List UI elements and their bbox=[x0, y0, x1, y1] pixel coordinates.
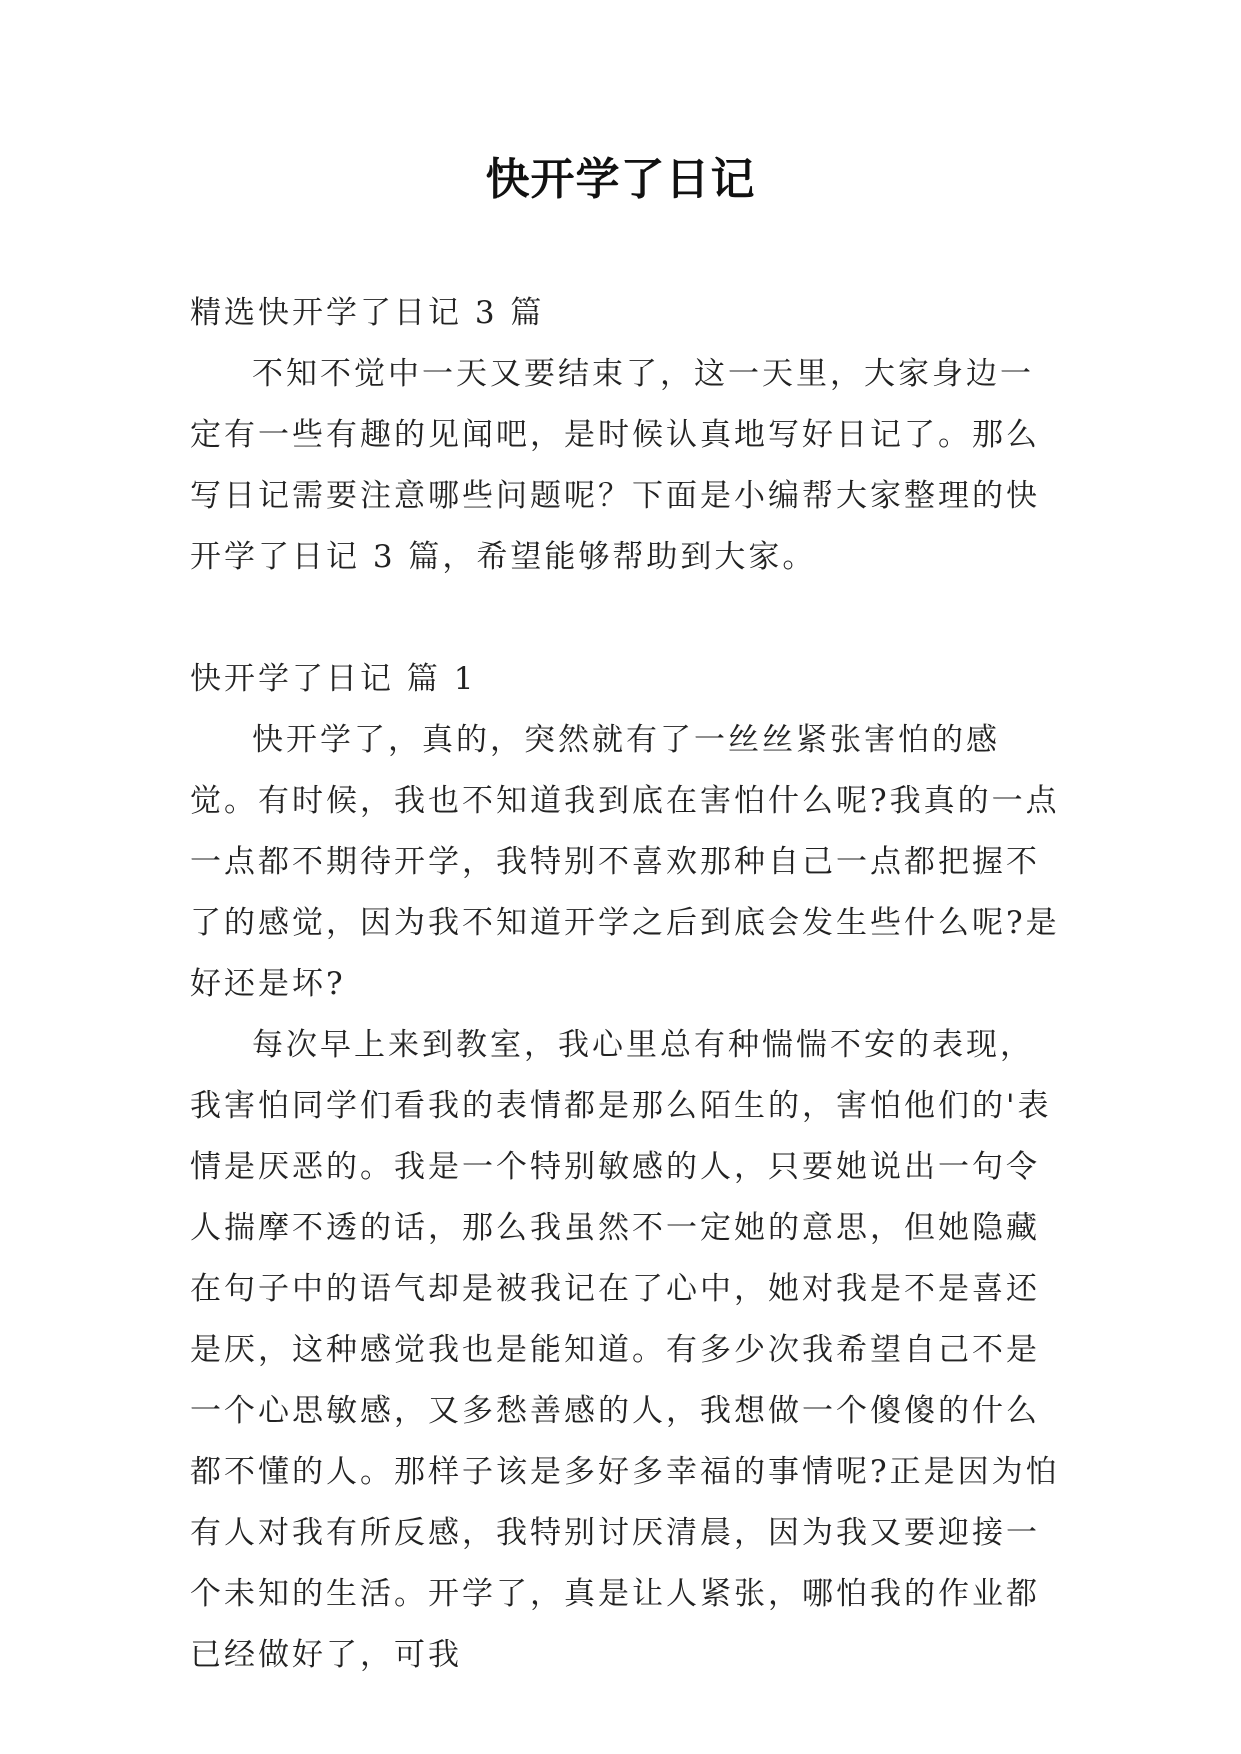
intro-paragraph: 不知不觉中一天又要结束了，这一天里，大家身边一定有一些有趣的见闻吧，是时候认真地写好日记了。那么写日记需要注意哪些问题呢？下面是小编帮大家整理的快开学了日记 3 篇，希望能够帮助到大家。 bbox=[190, 356, 1040, 575]
body-paragraph: 每次早上来到教室，我心里总有种惴惴不安的表现，我害怕同学们看我的表情都是那么陌生的，害怕他们的'表情是厌恶的。我是一个特别敏感的人，只要她说出一句令人揣摩不透的话，那么我虽然不一定她的意思，但她隐藏在句子中的语气却是被我记在了心中，她对我是不是喜还是厌，这种感觉我也是能知道。有多少次我希望自己不是一个心思敏感，又多愁善感的人，我想做一个傻傻的什么都不懂的人。那样子该是多好多幸福的事情呢?正是因为怕有人对我有所反感，我特别讨厌清晨，因为我又要迎接一个未知的生活。开学了，真是让人紧张，哪怕我的作业都已经做好了，可我 bbox=[190, 1027, 1060, 1673]
section-heading: 快开学了日记 篇 1 bbox=[190, 661, 477, 697]
document-subtitle: 精选快开学了日记 3 篇 bbox=[190, 295, 545, 331]
document-body bbox=[190, 283, 1060, 1686]
document-title: 快开学了日记 bbox=[485, 154, 756, 205]
body-paragraph: 快开学了，真的，突然就有了一丝丝紧张害怕的感觉。有时候，我也不知道我到底在害怕什么呢?我真的一点一点都不期待开学，我特别不喜欢那种自己一点都把握不了的感觉，因为我不知道开学之后到底会发生些什么呢?是好还是坏? bbox=[190, 722, 1060, 1002]
